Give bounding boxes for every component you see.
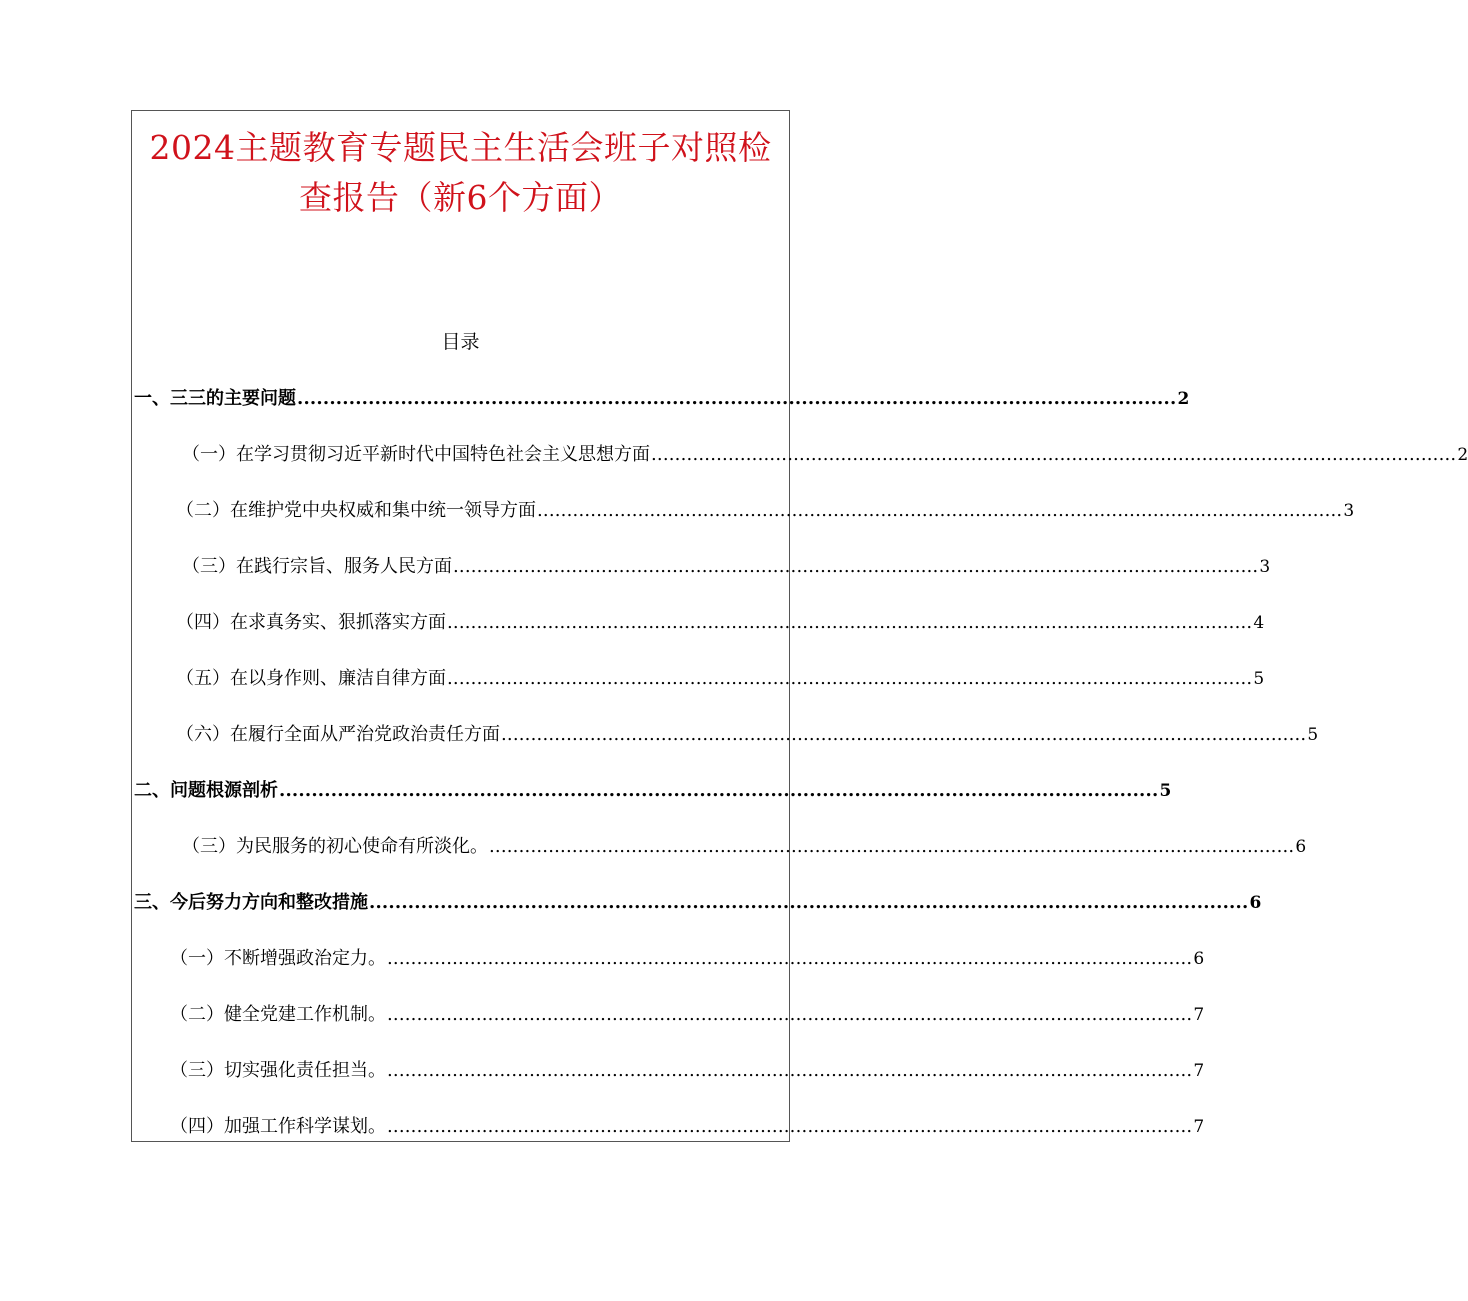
toc-entry-label: （五）在以身作则、廉洁自律方面	[176, 668, 446, 689]
title-line-2: 查报告（新6个方面）	[299, 178, 622, 217]
toc-entry-8[interactable]	[134, 773, 1172, 809]
toc-entry-4[interactable]	[182, 549, 1271, 585]
toc-leader-dots: ........................................................................................................................................	[387, 1116, 1193, 1137]
toc-entry-page: 6	[1249, 893, 1262, 913]
toc-entry-label: （二）健全党建工作机制。	[170, 1004, 386, 1025]
toc-leader-dots: ........................................................................................................................................	[651, 444, 1457, 465]
toc-entry-label: （一）不断增强政治定力。	[170, 948, 386, 969]
toc-entry-page: 7	[1193, 1061, 1205, 1081]
toc-entry-page: 7	[1193, 1005, 1205, 1025]
toc-entry-page: 3	[1343, 501, 1355, 521]
toc-leader-dots: ........................................................................................................................................	[447, 668, 1253, 689]
toc-leader-dots: ........................................................................................................................................	[297, 388, 1177, 409]
toc-leader-dots: ........................................................................................................................................	[387, 1004, 1193, 1025]
title-line-1: 2024主题教育专题民主生活会班子对照检	[149, 128, 772, 167]
toc-entry-page: 6	[1193, 949, 1205, 969]
toc-leader-dots: ........................................................................................................................................	[447, 612, 1253, 633]
toc-leader-dots: ........................................................................................................................................	[489, 836, 1295, 857]
toc-entry-14[interactable]	[170, 1109, 1205, 1145]
toc-entry-page: 7	[1193, 1117, 1205, 1137]
toc-leader-dots: ........................................................................................................................................	[387, 948, 1193, 969]
toc-entry-label: （六）在履行全面从严治党政治责任方面	[176, 724, 500, 745]
toc-entry-page: 5	[1307, 725, 1319, 745]
toc-entry-label: （三）在践行宗旨、服务人民方面	[182, 556, 452, 577]
toc-leader-dots: ........................................................................................................................................	[279, 780, 1159, 801]
toc-entry-label: （三）切实强化责任担当。	[170, 1060, 386, 1081]
toc-entry-label: （三）为民服务的初心使命有所淡化。	[182, 836, 488, 857]
toc-entry-page: 2	[1457, 445, 1468, 465]
toc-entry-1[interactable]	[134, 381, 1190, 417]
toc-entry-page: 3	[1259, 557, 1271, 577]
toc-leader-dots: ........................................................................................................................................	[387, 1060, 1193, 1081]
toc-entry-page: 2	[1177, 389, 1190, 409]
toc-entry-label: 一、三三的主要问题	[134, 388, 296, 409]
toc-leader-dots: ........................................................................................................................................	[501, 724, 1307, 745]
toc-leader-dots: ........................................................................................................................................	[537, 500, 1343, 521]
toc-entry-13[interactable]	[170, 1053, 1205, 1089]
toc-entry-label: 三、今后努力方向和整改措施	[134, 892, 368, 913]
document-page	[131, 110, 1468, 1142]
toc-entry-page: 5	[1159, 781, 1172, 801]
toc-entry-label: （一）在学习贯彻习近平新时代中国特色社会主义思想方面	[182, 444, 650, 465]
toc-heading: 目录	[441, 331, 480, 353]
toc-entry-9[interactable]	[182, 829, 1307, 865]
toc-entry-label: （二）在维护党中央权威和集中统一领导方面	[176, 500, 536, 521]
toc-entry-10[interactable]	[134, 885, 1262, 921]
toc-entry-page: 4	[1253, 613, 1265, 633]
toc-entry-11[interactable]	[170, 941, 1205, 977]
document-title	[132, 123, 789, 223]
toc-entry-2[interactable]	[182, 437, 1468, 473]
toc-entry-12[interactable]	[170, 997, 1205, 1033]
toc-leader-dots: ........................................................................................................................................	[369, 892, 1249, 913]
toc-leader-dots: ........................................................................................................................................	[453, 556, 1259, 577]
toc-entry-3[interactable]	[176, 493, 1355, 529]
toc-entry-page: 6	[1295, 837, 1307, 857]
toc-entry-label: 二、问题根源剖析	[134, 780, 278, 801]
toc-entry-page: 5	[1253, 669, 1265, 689]
toc-entry-label: （四）加强工作科学谋划。	[170, 1116, 386, 1137]
toc-entry-7[interactable]	[176, 717, 1319, 753]
toc-entry-label: （四）在求真务实、狠抓落实方面	[176, 612, 446, 633]
toc-entry-5[interactable]	[176, 605, 1265, 641]
toc-entry-6[interactable]	[176, 661, 1265, 697]
